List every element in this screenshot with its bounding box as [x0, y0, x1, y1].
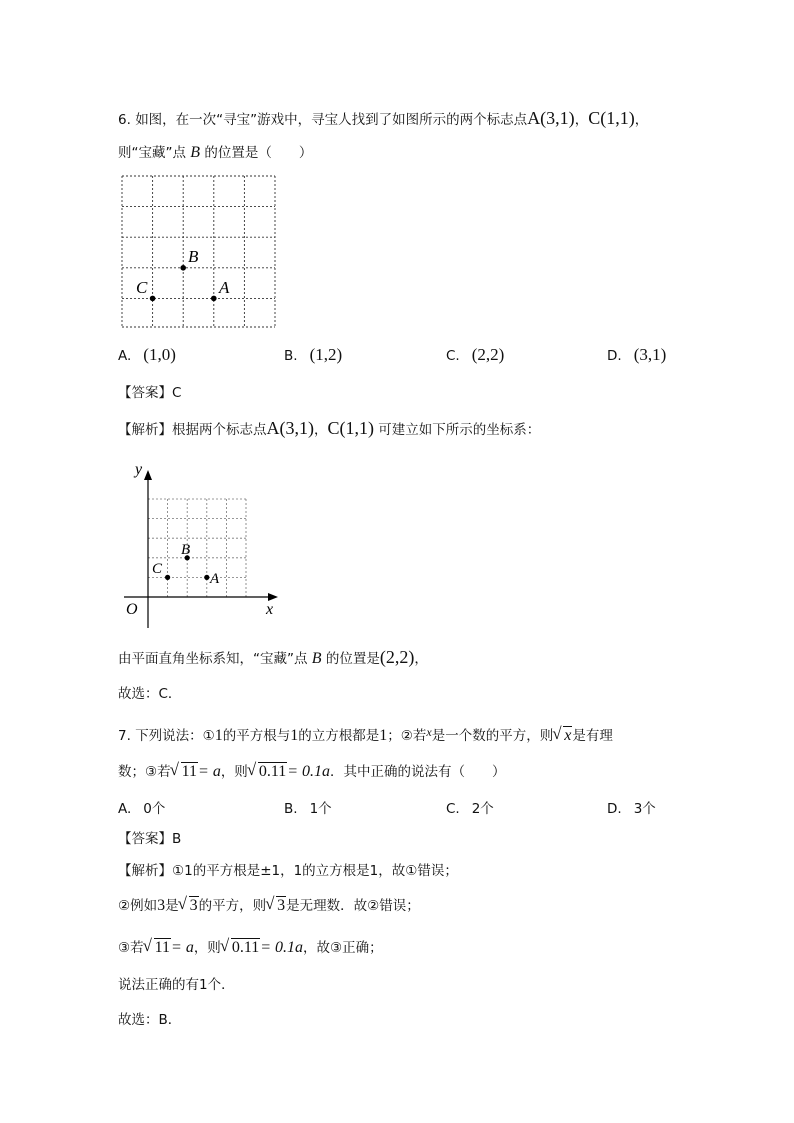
sqrt-radicand: 3 [277, 897, 286, 914]
q6-conclusion-end: ， [414, 651, 428, 667]
q6-answer: 【答案】C [118, 385, 182, 401]
q6-label-a: A [219, 278, 230, 297]
q7-text: 是无理数．故②错误； [286, 898, 420, 914]
q7-stem-line1 [118, 722, 613, 746]
q7-option-c[interactable] [446, 799, 494, 819]
q6-analysis-text: 【解析】根据两个标志点 [118, 422, 267, 438]
x-axis-arrow [268, 593, 278, 601]
origin-label: O [126, 601, 138, 618]
q6-option-d[interactable] [607, 345, 666, 366]
q7-text: 是有理 [572, 728, 613, 744]
q7-eq: = a [171, 939, 194, 956]
q6-option-b[interactable] [284, 345, 342, 366]
option-value: 3个 [633, 801, 656, 817]
q7-num: 1 [214, 727, 223, 744]
option-letter: C. [446, 801, 460, 817]
q7-analysis-1: 【解析】①1的平方根是±1，1的立方根是1，故①错误； [118, 863, 458, 879]
q6-stem-text3: 的位置是（ ） [204, 145, 313, 161]
q6-grid-figure [118, 172, 283, 332]
coord-label-b: B [181, 542, 191, 558]
q7-eq: = a [198, 763, 221, 780]
q6-separator: ， [574, 112, 589, 128]
q6-stem-line2 [118, 143, 312, 163]
q6-label-c: C [136, 278, 148, 297]
q6-conclusion-b: B [311, 650, 322, 667]
q6-conclusion-text2: 的位置是 [325, 651, 380, 667]
q7-eq: = 0.1a [287, 763, 331, 780]
sqrt-radicand: 0.11 [258, 763, 287, 780]
q6-analysis-sep: ， [314, 422, 328, 438]
q7-text: 是 [165, 898, 179, 914]
q6-analysis-point-a: A(3,1) [266, 418, 314, 438]
q6-point-c: C(1,1) [588, 108, 635, 128]
option-letter: B. [284, 801, 298, 817]
option-letter: D. [607, 801, 622, 817]
q7-var-x: x [426, 725, 432, 739]
sqrt-radicand: 0.11 [231, 939, 260, 956]
sqrt-radicand: 11 [181, 763, 198, 780]
q7-option-b[interactable] [284, 799, 332, 819]
y-axis-arrow [144, 470, 152, 480]
q7-text: ；②若 [387, 728, 427, 744]
q6-analysis-text2: 可建立如下所示的坐标系： [378, 422, 541, 438]
option-value: (1,0) [143, 345, 176, 364]
sqrt-3 [179, 896, 199, 916]
sqrt-11b [144, 938, 171, 958]
sqrt-3b [266, 896, 286, 916]
q7-text: ②例如 [118, 898, 158, 914]
option-value: 0个 [143, 801, 166, 817]
q7-text: ，则 [220, 764, 248, 780]
option-letter: A. [118, 801, 132, 817]
sqrt-radicand: 11 [154, 939, 171, 956]
q7-text: ，故③正确； [303, 940, 383, 956]
y-axis-label: y [135, 461, 143, 478]
q6-coord-point-a [204, 575, 209, 580]
q7-option-a[interactable] [118, 799, 165, 819]
q6-label-b: B [188, 247, 199, 266]
q7-text: 数；③若 [118, 764, 171, 780]
q7-text: 下列说法：① [135, 728, 215, 744]
q7-num: 1 [379, 727, 388, 744]
option-value: 2个 [471, 801, 494, 817]
q7-num: 3 [157, 897, 166, 914]
q6-conclusion [118, 647, 428, 669]
q6-analysis-point-c: C(1,1) [327, 418, 374, 438]
q7-text: 是一个数的平方，则 [431, 728, 554, 744]
coord-label-c: C [152, 561, 163, 577]
q6-line1-end: ， [634, 112, 649, 128]
q7-choose: 故选：B． [118, 1012, 182, 1028]
sqrt-011b [221, 938, 260, 958]
q6-stem-line1 [118, 108, 648, 130]
q6-conclusion-text: 由平面直角坐标系知，“宝藏”点 [118, 651, 308, 667]
q6-option-c[interactable] [446, 345, 504, 366]
q7-analysis-4: 说法正确的有1个． [118, 977, 235, 993]
q6-option-a[interactable] [118, 345, 176, 366]
option-letter: D. [607, 348, 622, 364]
option-letter: C. [446, 348, 460, 364]
q6-point-a-dot [211, 296, 217, 302]
q7-text: 的平方根与 [222, 728, 291, 744]
q6-point-c-dot [150, 296, 156, 302]
q6-stem-text2: 则“宝藏”点 [118, 145, 186, 161]
q7-option-d[interactable] [607, 799, 656, 819]
q7-analysis-3 [118, 938, 383, 958]
q6-conclusion-value: (2,2) [379, 647, 415, 667]
option-value: (3,1) [633, 345, 667, 364]
sqrt-radicand: x [564, 727, 572, 744]
coord-label-a: A [210, 571, 220, 587]
q6-choose: 故选：C． [118, 686, 182, 702]
q7-answer: 【答案】B [118, 831, 182, 847]
q7-text: 的立方根都是 [298, 728, 380, 744]
sqrt-11 [171, 762, 198, 782]
q6-number: 6. [118, 112, 131, 128]
q7-text: ．其中正确的说法有（ ） [330, 764, 506, 780]
q7-number: 7. [118, 728, 131, 744]
option-value: 1个 [309, 801, 332, 817]
option-letter: A. [118, 348, 132, 364]
q7-text: 的平方，则 [198, 898, 267, 914]
q7-eq: = 0.1a [260, 939, 304, 956]
q6-coord-point-c [165, 575, 170, 580]
sqrt-radicand: 3 [189, 897, 198, 914]
q7-analysis-2 [118, 896, 420, 916]
q6-point-a: A(3,1) [527, 108, 575, 128]
x-axis-label: x [266, 601, 274, 618]
q6-point-b-dot [180, 265, 186, 271]
option-value: (2,2) [471, 345, 505, 364]
q6-analysis [118, 418, 540, 440]
sqrt-x [553, 726, 572, 746]
q6-point-b: B [190, 144, 201, 161]
option-letter: B. [284, 348, 298, 364]
q6-stem-text: 如图，在一次“寻宝”游戏中，寻宝人找到了如图所示的两个标志点 [135, 112, 528, 128]
q7-text: ③若 [118, 940, 144, 956]
q6-coordinate-figure [118, 458, 288, 633]
q7-text: ，则 [193, 940, 221, 956]
q7-stem-line2 [118, 762, 506, 782]
q7-num: 1 [290, 727, 299, 744]
option-value: (1,2) [309, 345, 343, 364]
sqrt-011 [248, 762, 287, 782]
